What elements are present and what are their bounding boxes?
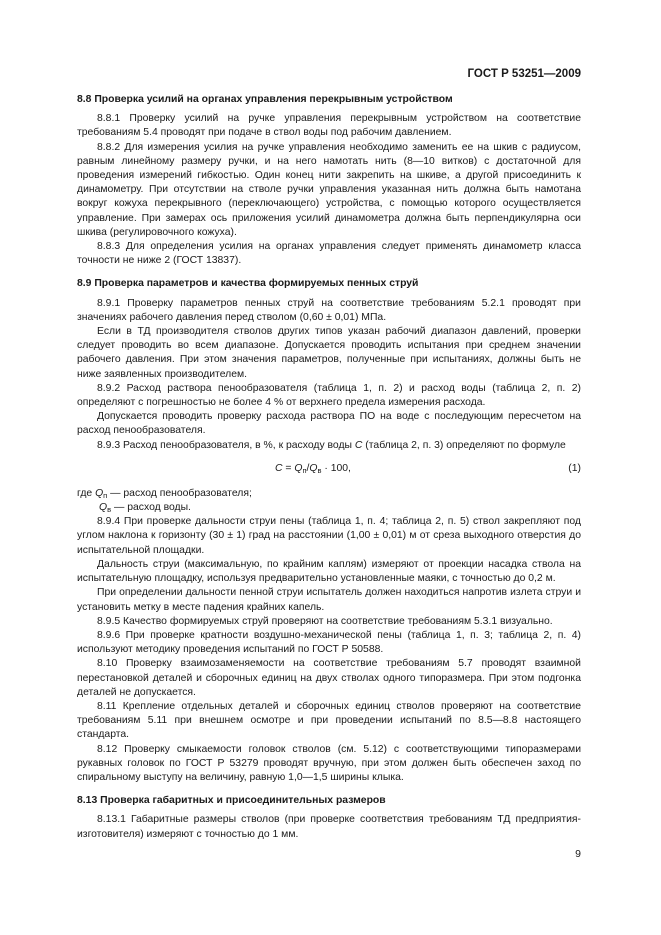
where-foam <box>77 487 581 501</box>
paragraph-8-9-3 <box>77 439 581 453</box>
document-body <box>77 93 581 842</box>
paragraph-8-9-5: 8.9.5 Качество формируемых струй проверяют на соответствие требованиям 5.3.1 визуально. <box>97 615 553 627</box>
paragraph-8-9-4: 8.9.4 При проверке дальности струи пены (таблица 1, п. 4; таблица 2, п. 5) ствол закрепляют под углом наклона к горизонту (30 ± 1) град на расстоянии (1,00 ± 0,01) м от среза выходного отверстия до испытательной площадки. <box>77 516 581 556</box>
paragraph-8-11: 8.11 Крепление отдельных деталей и сборочных единиц стволов проверяют на соответствие требованиям 5.11 при внешнем осмотре и при проведении испытаний по 8.5—8.8 настоящего стандарта. <box>77 700 581 741</box>
paragraph-8-9-4-marker: При определении дальности пенной струи испытатель должен находиться напротив излета струи и установить метку в месте падения крайних капель. <box>77 587 581 613</box>
where-water <box>77 501 581 515</box>
section-8-9-title: 8.9 Проверка параметров и качества формируемых пенных струй <box>77 278 419 290</box>
section-8-13-title: 8.13 Проверка габаритных и присоединительных размеров <box>77 795 386 807</box>
paragraph-8-9-4-range: Дальность струи (максимальную, по крайним каплям) измеряют от проекции насадка ствола на испытательную площадку, используя предварительно установленные маяки, с точностью до 0,2 м. <box>77 558 581 585</box>
paragraph-8-8-2: 8.8.2 Для измерения усилия на ручке управления необходимо заменить ее на шкив с радиусом, равным линейному размеру ручки, и на него намотать нить (8—10 витков) с достаточной для проведения измерений гибкостью. Один конец нити закрепить на шкиве, а другой присоединить к динамометру. При отсутствии на стволе ручки управления указанная нить должна быть намотана вокруг кожуха перекрывного (переключающего) устройства, с помощью которого осуществляется управление. При замерах ось приложения усилий динамометра должна быть перпендикулярна оси шкива (регулировочного кожуха). <box>77 141 581 238</box>
paragraph-8-9-2: 8.9.2 Расход раствора пенообразователя (таблица 1, п. 2) и расход воды (таблица 2, п. 2) определяют с погрешностью не более 4 % от верхнего предела измерения расхода. <box>77 382 581 409</box>
where-q1: Q <box>95 487 104 499</box>
page-number: 9 <box>575 848 581 860</box>
formula-sub-p: п <box>302 465 307 475</box>
paragraph-8-8-1: 8.8.1 Проверку усилий на ручке управления перекрывным устройством на соответствие требованиям 5.4 проводят при подаче в ствол воды под рабочим давлением. <box>77 113 581 139</box>
formula-lhs: C <box>275 462 283 474</box>
where-q2: Q <box>99 502 108 514</box>
paragraph-8-9-3-pre: 8.9.3 Расход пенообразователя, в %, к расходу воды <box>97 439 355 451</box>
where-q1-sub: п <box>103 490 108 500</box>
paragraph-8-13-1: 8.13.1 Габаритные размеры стволов (при проверке соответствия требованиям ТД предприятия-изготовителя) измеряют с точностью до 1 мм. <box>77 814 581 840</box>
paragraph-8-9-1-range: Если в ТД производителя стволов других типов указан рабочий диапазон давлений, проверки следует проводить во всем диапазоне. Допускается проводить испытания при среднем значении рабочего давления. При этом значения параметров, полученные при испытаниях, должны быть не ниже заявленных производителем. <box>77 326 581 380</box>
formula-equals: = <box>282 462 295 474</box>
formula-slash: / <box>306 462 310 474</box>
formula-number: (1) <box>568 462 581 474</box>
variable-c: C <box>354 439 363 451</box>
formula-expression <box>275 462 351 476</box>
section-8-8-title: 8.8 Проверка усилий на органах управления перекрывным устройством <box>77 94 453 105</box>
formula-q-water: Q <box>309 462 318 474</box>
paragraph-8-12: 8.12 Проверку смыкаемости головок стволов (см. 5.12) с соответствующими типоразмерами рукавных головок по ГОСТ Р 53279 проводят вручную, при этом должен быть обеспечен заход по спиральному выступу на величину, равную 1,0—1,5 ширины клыка. <box>77 743 581 783</box>
formula-sub-v: в <box>317 465 322 475</box>
paragraph-8-9-3-post: (таблица 2, п. 3) определяют по формуле <box>362 439 566 451</box>
paragraph-8-8-3: 8.8.3 Для определения усилия на органах управления следует применять динамометр класса точности не ниже 2 (ГОСТ 13837). <box>77 241 581 267</box>
where-q2-desc: — расход воды. <box>111 502 191 514</box>
paragraph-8-9-2-note: Допускается проводить проверку расхода раствора ПО на воде с последующим пересчетом на расход пенообразователя. <box>77 411 581 437</box>
formula-tail: · 100, <box>321 462 351 474</box>
formula-q-foam: Q <box>294 462 303 474</box>
paragraph-8-9-1: 8.9.1 Проверку параметров пенных струй на соответствие требованиям 5.2.1 проводят при значениях рабочего давления перед стволом (0,60 ± 0,01) МПа. <box>77 297 581 323</box>
where-q1-desc: — расход пенообразователя; <box>107 487 252 499</box>
paragraph-8-9-6: 8.9.6 При проверке кратности воздушно-механической пены (таблица 1, п. 3; таблица 2, п. 4) используют методику проведения испытаний по ГОСТ Р 50588. <box>77 629 581 656</box>
where-q2-sub: в <box>107 505 112 515</box>
paragraph-8-10: 8.10 Проверку взаимозаменяемости на соответствие требованиям 5.7 проводят взаимной перестановкой деталей и сборочных единиц на двух стволах одного типоразмера. При этом подгонка деталей не допускается. <box>77 658 581 698</box>
standard-header: ГОСТ Р 53251—2009 <box>467 68 581 80</box>
where-lead: где <box>77 487 96 499</box>
formula-1 <box>77 459 581 481</box>
